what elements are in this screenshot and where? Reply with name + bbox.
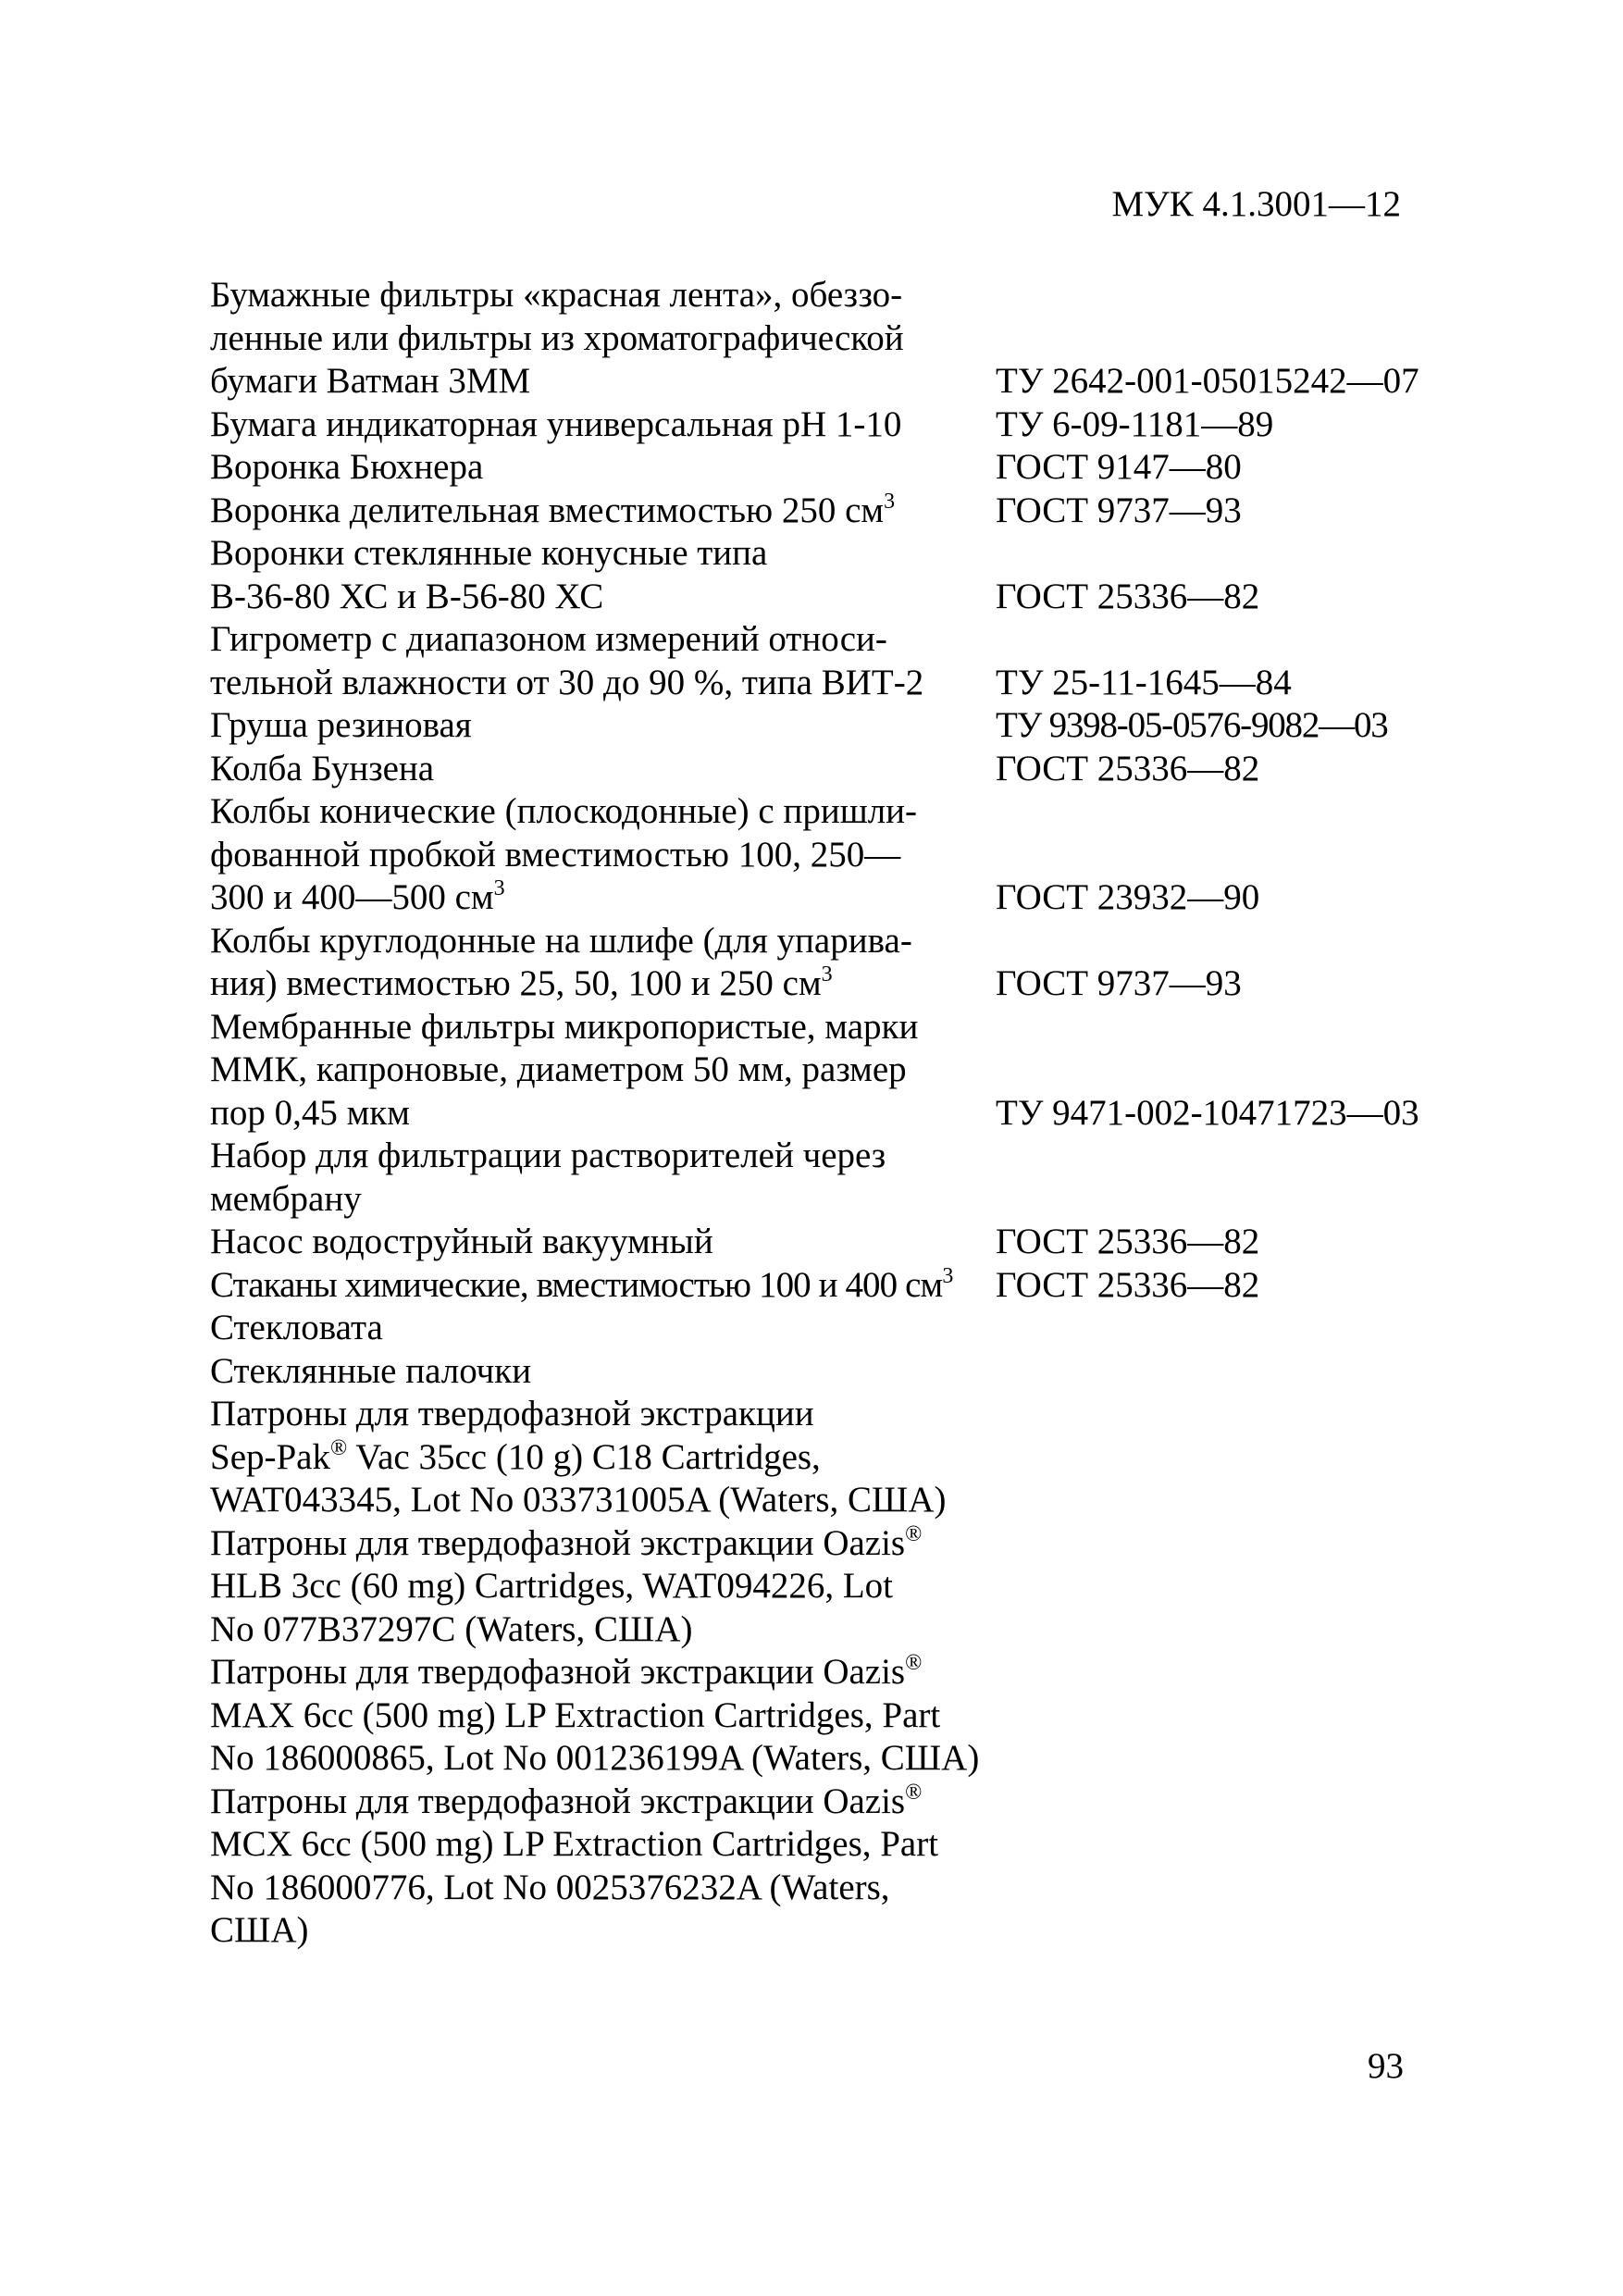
- item-text-line: Мембранные фильтры микропористые, марки: [210, 1006, 919, 1047]
- standard-reference: ТУ 6-09-1181—89: [996, 403, 1274, 444]
- item-text-line: Гигрометр с диапазоном измерений относи-: [210, 619, 887, 659]
- equipment-item: [210, 532, 1468, 618]
- item-text-line: Бумага индикаторная универсальная рН 1-10: [210, 403, 902, 444]
- equipment-item: [210, 1781, 1468, 1953]
- standard-reference: ТУ 25-11-1645—84: [996, 662, 1292, 702]
- equipment-item: [210, 1307, 1468, 1350]
- superscript: 3: [884, 489, 896, 514]
- document-code: МУК 4.1.3001—12: [1111, 184, 1401, 224]
- superscript: ®: [905, 1521, 923, 1546]
- superscript: ®: [905, 1651, 923, 1675]
- equipment-item: [210, 1264, 1468, 1308]
- item-text-line: Колбы круглодонные на шлифе (для упарива-: [210, 920, 912, 961]
- item-text: Патроны для твердофазной экстракции Oazis: [210, 1522, 906, 1563]
- standard-reference: ГОСТ 9147—80: [996, 447, 1242, 487]
- standard-reference: ТУ 9471-002-10471723—03: [996, 1092, 1419, 1133]
- item-text-line: Стеклянные палочки: [210, 1350, 532, 1391]
- item-text-line: Насос водоструйный вакуумный: [210, 1222, 713, 1261]
- equipment-item: [210, 274, 1468, 403]
- standard-reference: ГОСТ 25336—82: [996, 1222, 1260, 1261]
- item-text-line: HLB 3cc (60 mg) Cartridges, WAT094226, Lot: [210, 1566, 893, 1606]
- standard-reference: ГОСТ 9737—93: [996, 490, 1242, 530]
- item-text-line: [210, 962, 987, 1006]
- item-text-line: MAX 6cc (500 mg) LP Extraction Cartridges, Part: [210, 1694, 941, 1735]
- item-text-line: Груша резиновая: [210, 705, 472, 745]
- equipment-item: [210, 403, 1468, 447]
- item-text-line: Колбы конические (плоскодонные) с пришли-: [210, 791, 918, 831]
- item-text-line: WAT043345, Lot No 033731005A (Waters, США): [210, 1480, 947, 1520]
- item-text-line: [210, 1264, 987, 1308]
- standard-reference: ГОСТ 23932—90: [996, 877, 1260, 917]
- item-text-line: фованной пробкой вместимостью 100, 250—: [210, 834, 901, 875]
- equipment-item: [210, 1135, 1468, 1221]
- item-text-line: Патроны для твердофазной экстракции: [210, 1394, 814, 1433]
- standard-reference: ГОСТ 25336—82: [996, 748, 1260, 788]
- item-text: Патроны для твердофазной экстракции Oazis: [210, 1652, 906, 1692]
- item-text: Воронка делительная вместимостью 250 см: [210, 490, 885, 530]
- equipment-item: [210, 618, 1468, 704]
- equipment-item: [210, 704, 1468, 748]
- item-text-line: Воронки стеклянные конусные типа: [210, 533, 768, 573]
- item-text-line: пор 0,45 мкм: [210, 1092, 410, 1133]
- item-text-line: В-36-80 ХС и В-56-80 ХС: [210, 576, 604, 616]
- superscript: ®: [905, 1780, 923, 1805]
- equipment-item: [210, 1221, 1468, 1264]
- item-text-line: Стекловата: [210, 1308, 383, 1347]
- item-text-line: [210, 1436, 987, 1480]
- page-number: 93: [1368, 2046, 1404, 2086]
- item-text: 300 и 400—500 см: [210, 877, 494, 917]
- equipment-item: [210, 1651, 1468, 1781]
- item-text-line: [210, 1522, 987, 1566]
- superscript: 3: [493, 876, 505, 900]
- standard-reference: ГОСТ 25336—82: [996, 576, 1260, 616]
- equipment-item: [210, 790, 1468, 920]
- item-text-line: No 186000776, Lot No 0025376232A (Waters,: [210, 1867, 890, 1907]
- item-text: Патроны для твердофазной экстракции Oazis: [210, 1781, 906, 1821]
- superscript: 3: [821, 962, 833, 987]
- equipment-item: [210, 1393, 1468, 1522]
- item-text-line: бумаги Ватман 3ММ: [210, 361, 531, 401]
- item-text-line: No 186000865, Lot No 001236199A (Waters, США): [210, 1738, 980, 1778]
- equipment-item: [210, 1006, 1468, 1136]
- item-text-line: ленные или фильтры из хроматографической: [210, 317, 904, 358]
- item-text-line: Бумажные фильтры «красная лента», обеззо-: [210, 275, 903, 315]
- item-text-line: Набор для фильтрации растворителей через: [210, 1136, 886, 1175]
- item-text-line: [210, 1781, 987, 1824]
- standard-reference: ТУ 9398-05-0576-9082—03: [996, 705, 1388, 745]
- equipment-item: [210, 920, 1468, 1006]
- equipment-item: [210, 446, 1468, 490]
- item-text-line: Колба Бунзена: [210, 748, 435, 788]
- standard-reference: ГОСТ 9737—93: [996, 963, 1242, 1003]
- item-text: ния) вместимостью 25, 50, 100 и 250 см: [210, 963, 822, 1003]
- item-text-line: [210, 876, 987, 920]
- equipment-item: [210, 1350, 1468, 1394]
- equipment-list: [210, 274, 1468, 1953]
- item-text-line: [210, 1651, 987, 1694]
- item-text-line: ММК, капроновые, диаметром 50 мм, размер: [210, 1049, 907, 1089]
- superscript: 3: [942, 1263, 953, 1288]
- item-text-line: No 077B37297C (Waters, США): [210, 1608, 693, 1649]
- equipment-item: [210, 748, 1468, 791]
- equipment-item: [210, 490, 1468, 533]
- item-text-continued: Vac 35cc (10 g) C18 Cartridges,: [347, 1436, 821, 1477]
- item-text-line: MCX 6cc (500 mg) LP Extraction Cartridges, Part: [210, 1824, 939, 1864]
- standard-reference: ТУ 2642-001-05015242—07: [996, 361, 1419, 401]
- item-text: Sep-Pak: [210, 1436, 330, 1477]
- item-text-line: США): [210, 1910, 309, 1950]
- standard-reference: ГОСТ 25336—82: [996, 1264, 1260, 1305]
- item-text-line: мембрану: [210, 1178, 362, 1219]
- item-text-line: тельной влажности от 30 до 90 %, типа ВИТ-2: [210, 662, 924, 702]
- item-text-line: [210, 490, 987, 533]
- item-text: Стаканы химические, вместимостью 100 и 400 см: [210, 1264, 943, 1305]
- superscript: ®: [330, 1435, 348, 1460]
- equipment-item: [210, 1522, 1468, 1652]
- item-text-line: Воронка Бюхнера: [210, 447, 484, 487]
